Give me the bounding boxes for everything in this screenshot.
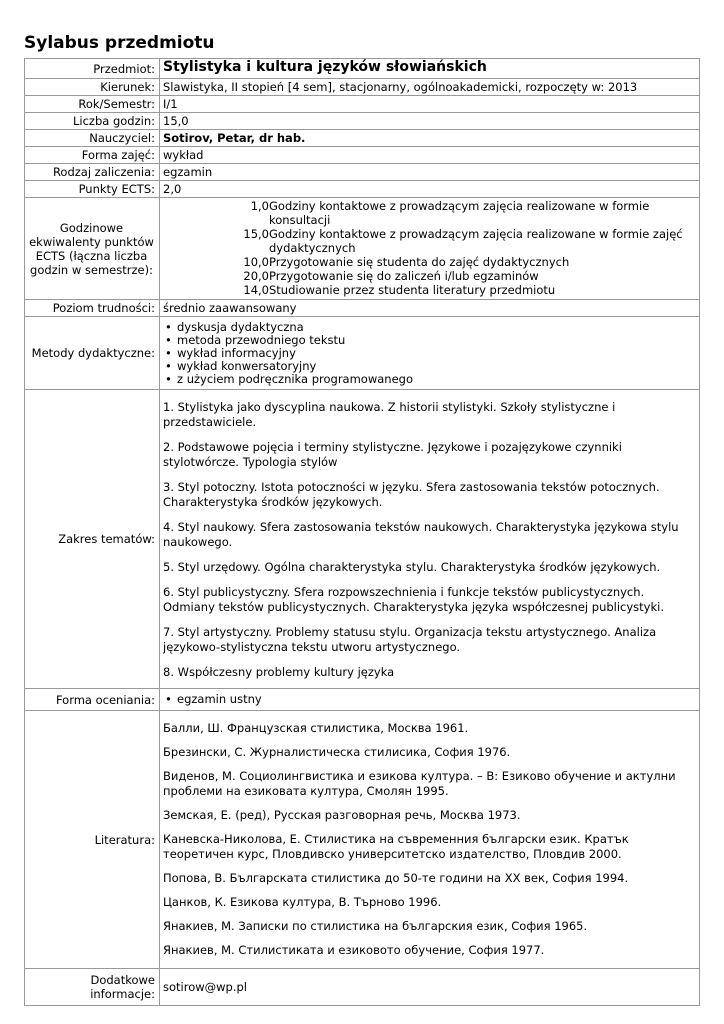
literature-item: Янакиев, М. Стилистиката и езиковото обучение, София 1977.	[163, 943, 545, 957]
row-zakres	[25, 390, 700, 689]
row-ekwiwalent	[25, 198, 700, 300]
label-ects: Punkty ECTS:	[25, 181, 160, 198]
row-forma	[25, 147, 700, 164]
value-ects: 2,0	[160, 181, 700, 198]
value-kierunek: Slawistyka, II stopień [4 sem], stacjonarny, ogólnoakademicki, rozpoczęty w: 2013	[160, 79, 700, 96]
hours-value: 15,0	[243, 227, 269, 241]
label-kierunek: Kierunek:	[25, 79, 160, 96]
hours-item	[163, 255, 696, 269]
grading-list	[163, 693, 696, 706]
label-poziom: Poziom trudności:	[25, 300, 160, 317]
topic-item: 2. Podstawowe pojęcia i terminy stylistyczne. Językowe i pozajęzykowe czynniki stylotwórcze. Typologia stylów	[163, 440, 622, 469]
list-item: • wykład informacyjny	[163, 347, 696, 360]
hours-desc: Godziny kontaktowe z prowadzącym zajęcia realizowane w formie konsultacji	[269, 199, 650, 227]
label-zaliczenie: Rodzaj zaliczenia:	[25, 164, 160, 181]
value-przedmiot: Stylistyka i kultura języków słowiańskich	[160, 59, 700, 79]
topic-item: 4. Styl naukowy. Sfera zastosowania tekstów naukowych. Charakterystyka językowa stylu naukowego.	[163, 520, 679, 549]
value-rok: I/1	[160, 96, 700, 113]
hours-item	[163, 283, 696, 297]
row-dodatkowe	[25, 969, 700, 1006]
syllabus-table	[24, 58, 700, 1006]
label-nauczyciel: Nauczyciel:	[25, 130, 160, 147]
topic-item: 1. Stylistyka jako dyscyplina naukowa. Z historii stylistyki. Szkoły stylistyczne i przedstawiciele.	[163, 400, 616, 429]
hours-list	[163, 199, 696, 297]
value-zakres	[160, 390, 700, 689]
label-ekwiwalent: Godzinowe ekwiwalenty punktów ECTS (łączna liczba godzin w semestrze):	[25, 198, 160, 300]
literature-item: Цанков, К. Езикова култура, В. Търново 1996.	[163, 895, 442, 909]
row-ects	[25, 181, 700, 198]
hours-value: 20,0	[243, 269, 269, 283]
topic-item: 6. Styl publicystyczny. Sfera rozpowszechnienia i funkcje tekstów publicystycznych. Odmiany tekstów publicystycznych. Charakterystyka języka współczesnej publicystyki.	[163, 585, 664, 614]
list-item: • dyskusja dydaktyczna	[163, 321, 696, 334]
label-rok: Rok/Semestr:	[25, 96, 160, 113]
label-przedmiot: Przedmiot:	[25, 59, 160, 79]
hours-desc: Przygotowanie się do zaliczeń i/lub egzaminów	[269, 269, 539, 283]
literature-item: Земская, Е. (ред), Русская разговорная речь, Москва 1973.	[163, 808, 521, 822]
topic-item: 8. Współczesny problemy kultury języka	[163, 665, 395, 679]
row-kierunek	[25, 79, 700, 96]
list-item: • z użyciem podręcznika programowanego	[163, 373, 696, 386]
list-item: • wykład konwersatoryjny	[163, 360, 696, 373]
label-dodatkowe: Dodatkowe informacje:	[25, 969, 160, 1006]
row-rok	[25, 96, 700, 113]
value-ocenianie	[160, 689, 700, 711]
row-literatura	[25, 711, 700, 969]
row-metody	[25, 317, 700, 390]
literature-item: Балли, Ш. Французская стилистика, Москва 1961.	[163, 721, 469, 735]
literature-item: Попова, В. Българската стилистика до 50-те години на XX век, София 1994.	[163, 871, 629, 885]
value-zaliczenie: egzamin	[160, 164, 700, 181]
list-item: • egzamin ustny	[163, 693, 696, 706]
hours-item	[163, 269, 696, 283]
hours-value: 14,0	[243, 283, 269, 297]
hours-value: 1,0	[250, 199, 269, 213]
hours-desc: Studiowanie przez studenta literatury przedmiotu	[269, 283, 556, 297]
literature-item: Виденов, М. Социолингвистика и езикова култура. – В: Езиково обучение и актулни проблеми на езиковата култура, Смолян 1995.	[163, 769, 676, 798]
label-zakres: Zakres tematów:	[25, 390, 160, 689]
label-forma: Forma zajęć:	[25, 147, 160, 164]
literature-item: Брезински, С. Журналистическа стилисика, София 1976.	[163, 745, 511, 759]
label-godziny: Liczba godzin:	[25, 113, 160, 130]
row-ocenianie	[25, 689, 700, 711]
hours-value: 10,0	[243, 255, 269, 269]
hours-desc: Godziny kontaktowe z prowadzącym zajęcia realizowane w formie zajęć dydaktycznych	[269, 227, 683, 255]
value-dodatkowe[interactable]: sotirow@wp.pl	[160, 969, 700, 1006]
row-zaliczenie	[25, 164, 700, 181]
row-poziom	[25, 300, 700, 317]
literature-item: Каневска-Николова, Е. Стилистика на съвременния български език. Кратък теоретичен курс, Пловдивско университетско издателство, Пловдив 2000.	[163, 832, 629, 861]
value-metody	[160, 317, 700, 390]
row-przedmiot	[25, 59, 700, 79]
topic-item: 5. Styl urzędowy. Ogólna charakterystyka stylu. Charakterystyka środków językowych.	[163, 560, 661, 574]
row-nauczyciel	[25, 130, 700, 147]
value-ekwiwalent	[160, 198, 700, 300]
value-poziom: średnio zaawansowany	[160, 300, 700, 317]
hours-item	[163, 227, 696, 255]
hours-desc: Przygotowanie się studenta do zajęć dydaktycznych	[269, 255, 570, 269]
list-item: • metoda przewodniego tekstu	[163, 334, 696, 347]
label-literatura: Literatura:	[25, 711, 160, 969]
hours-item	[163, 199, 696, 227]
literature-item: Янакиев, М. Записки по стилистика на българския език, София 1965.	[163, 919, 588, 933]
topic-item: 7. Styl artystyczny. Problemy statusu stylu. Organizacja tekstu artystycznego. Analiza językowo-stylistyczna tekstu utworu artystycznego.	[163, 625, 657, 654]
label-metody: Metody dydaktyczne:	[25, 317, 160, 390]
value-literatura	[160, 711, 700, 969]
value-nauczyciel: Sotirov, Petar, dr hab.	[160, 130, 700, 147]
value-forma: wykład	[160, 147, 700, 164]
page-title: Sylabus przedmiotu	[24, 33, 215, 53]
label-ocenianie: Forma oceniania:	[25, 689, 160, 711]
topic-item: 3. Styl potoczny. Istota potoczności w języku. Sfera zastosowania tekstów potocznych. Charakterystyka środków językowych.	[163, 480, 660, 509]
row-godziny	[25, 113, 700, 130]
methods-list	[163, 321, 696, 386]
value-godziny: 15,0	[160, 113, 700, 130]
